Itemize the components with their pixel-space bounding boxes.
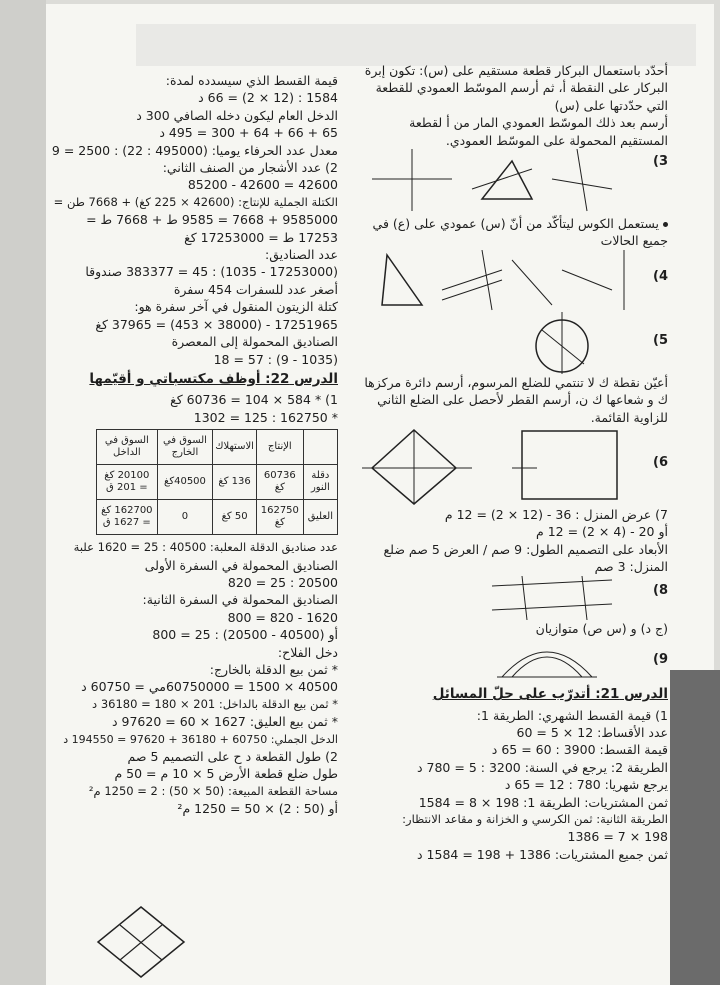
table-cell: دقلة النور (303, 465, 337, 500)
table-corner-cell (303, 430, 337, 465)
text-line: 65 + 66 + 64 + 300 = 495 د (159, 125, 338, 141)
text-line: * ثمن بيع الدقلة بالداخل: 201 × 180 = 36180 د (92, 696, 338, 711)
market-table (96, 429, 338, 535)
table-cell: 0 (157, 500, 213, 535)
exercise-3 (362, 149, 668, 215)
exercise-number: 6) (653, 455, 668, 471)
text-line: مساحة القطعة المبيعة: (50 × 50) : 2 = 1250 م² (88, 783, 338, 798)
table-cell: العليق (303, 500, 337, 535)
text-line: 40500 × 1500 = 60750000مي = 60750 د (81, 679, 338, 695)
text-line: الطريقة الثانية: ثمن الكرسي و الخزانة و مقاعد الانتظار: (402, 811, 668, 826)
text-line: قيمة القسط: 3900 : 60 = 65 د (491, 742, 668, 758)
perpendicular-construction-diagram (362, 149, 622, 215)
exercise-number: 8) (653, 582, 668, 598)
header-band (136, 24, 696, 66)
exercise-4 (362, 250, 668, 312)
exercise-5 (362, 312, 668, 374)
text-line: أو (50 : 2) × 50 = 1250 م² (177, 801, 338, 817)
text-line: 9585000 + 7668 = 9585 ط + 7668 ط = (86, 212, 338, 228)
exercise-9 (362, 637, 668, 683)
text-line: الكتلة الجملية للإنتاج: (42600 × 225 كغ) + 7668 طن = (53, 194, 338, 209)
lesson-22-title: الدرس 22: أوظف مكتسباتي و أقيّمها (89, 370, 338, 387)
paragraph: أحدّد باستعمال البركار قطعة مستقيم على (س): تكون إبرة البركار على النقطة أ، ثم أرسم الموسّط العمودي للقطعة التي حدّدتها على (س) (364, 63, 668, 113)
table-header: الإنتاج (256, 430, 303, 465)
lesson-21-title: الدرس 21: أتدرّب على حلّ المسائل (432, 686, 668, 703)
table-cell: 162700 كغ = 1627 ق (97, 500, 158, 535)
arcs-diagram (362, 637, 622, 683)
text-line: 1) * 584 × 104 = 60736 كغ (170, 392, 338, 408)
text-line: ثمن المشتريات: الطريقة 1: 198 × 8 = 1584 (418, 794, 668, 810)
text-line: قيمة القسط الذي سيسدده لمدة: (165, 73, 338, 88)
table-cell: 20100 كغ = 201 ق (97, 465, 158, 500)
text-line: الأبعاد على التصميم الطول: 9 صم / العرض 5 صم ضلع المنزل: 3 صم (383, 541, 668, 575)
text-line: * ثمن بيع العليق: 1627 × 60 = 97620 د (111, 714, 338, 730)
text-line: الدخل العام ليكون دخله الصافي 300 د (136, 107, 338, 123)
text-line: الصناديق المحمولة في السفرة الأولى (144, 557, 338, 573)
text-line: (17253000 - 1035) : 45 = 383377 صندوقا (85, 264, 338, 280)
text-line: 7) عرض المنزل : 36 - (12 × 2) = 12 م (444, 507, 668, 523)
exercise-number: 3) (653, 154, 668, 170)
table-cell: 60736 كغ (256, 465, 303, 500)
text-line: 1) قيمة القسط الشهري: الطريقة 1: (476, 707, 668, 723)
text-line: 17251965 - (38000 × 453) = 37965 كغ (95, 316, 338, 332)
text-line: طول ضلع قطعة الأرض 5 × 10 م = 50 م (114, 766, 338, 782)
text-line: (1035 - 9) : 57 = 18 (213, 351, 338, 367)
exercise-number: 9) (653, 652, 668, 668)
text-line: ثمن جميع المشتريات: 1386 + 198 = 1584 د (417, 846, 668, 862)
paragraph: أرسم بعد ذلك الموسّط العمودي المار من أ لقطعة المستقيم المحمولة على الموسّط العمودي. (409, 115, 668, 148)
table-cell: 50 كغ (213, 500, 257, 535)
text-line: معدل عدد الحرفاء يوميا: (495000 : 22) : 2500 = 9 (51, 142, 338, 158)
text-line: عدد صناديق الدقلة المعلبة: 40500 : 25 = 1620 علبة (73, 540, 338, 555)
bullet-text: يستعمل الكوس ليتأكّد من أنّ (س) عمودي على (ع) في جميع الحالات (372, 216, 668, 249)
text-line: دخل الفلاح: (277, 644, 338, 660)
text-line: يرجع شهريا: 780 : 12 = 65 د (504, 777, 668, 793)
table-header: السوق في الداخل (97, 430, 158, 465)
text-line: عدد الصناديق: (265, 247, 338, 263)
table-row (97, 465, 338, 500)
text-line: 2) طول القطعة د ح على التصميم 5 صم (127, 749, 338, 764)
table-header: الاستهلاك (213, 430, 257, 465)
text-line: أو 20 - (4 × 2) = 12 م (536, 524, 668, 540)
text-line: * 162750 : 125 = 1302 (193, 409, 338, 425)
table-header: السوق في الخارج (157, 430, 213, 465)
text-line: 17253 ط = 17253000 كغ (184, 229, 338, 245)
text-line: كتلة الزيتون المنقول في آخر سفرة هو: (134, 299, 338, 315)
exercise-number: 5) (653, 332, 668, 348)
text-line: (ج د) و (س ص) متوازيان (535, 620, 668, 636)
bullet-paragraph (362, 215, 668, 250)
square-diagram (96, 905, 186, 980)
exercise-6 (362, 426, 668, 506)
right-column (362, 62, 668, 863)
rhombus-rectangle-diagram (362, 426, 632, 506)
text-line: الدخل الجملي: 60750 + 36180 + 97620 = 194550 د (63, 732, 338, 746)
text-line: * ثمن بيع الدقلة بالخارج: (209, 661, 338, 677)
set-square-diagram (362, 250, 647, 312)
text-line: 42600 = 42600 - 85200 (187, 177, 338, 193)
table-row (97, 500, 338, 535)
text-line: الطريقة 2: يرجع في السنة: 3200 : 5 = 780 د (416, 759, 668, 775)
page-margin (0, 0, 46, 985)
text-line: عدد الأقساط: 12 × 5 = 60 (516, 724, 668, 740)
exercise-number: 4) (653, 268, 668, 284)
text-line: أو (40500 - 20500) : 25 = 800 (152, 627, 338, 643)
parallel-lines-diagram (362, 576, 622, 620)
table-cell: 162750 كغ (256, 500, 303, 535)
text-line: الصناديق المحمولة في السفرة الثانية: (142, 592, 338, 608)
exercise-8 (362, 576, 668, 620)
text-line: أصغر عدد للسفرات 454 سفرة (173, 281, 338, 297)
text-line: 1584 : (12 × 2) = 66 د (198, 90, 338, 106)
table-cell: 136 كغ (213, 465, 257, 500)
bullet-icon (663, 222, 668, 227)
text-line: 2) عدد الأشجار من الصنف الثاني: (162, 160, 338, 176)
text-line: 1620 - 820 = 800 (227, 609, 338, 625)
text-line: 20500 : 25 = 820 (227, 574, 338, 590)
table-cell: 40500كغ (157, 465, 213, 500)
page-edge-tab (670, 670, 720, 985)
text-line: الصناديق المحمولة إلى المعصرة (171, 334, 338, 350)
table-header-row (97, 430, 338, 465)
text-line: 198 × 7 = 1386 (567, 829, 668, 845)
left-column (51, 72, 338, 818)
paragraph: أعيّن نقطة ك لا تنتمي للضلع المرسوم، أرسم دائرة مركزها ك و شعاعها ك ن، أرسم القطر لأحصل على الضلع الثاني للزاوية القائمة. (364, 374, 668, 425)
circle-diagram (362, 312, 647, 374)
